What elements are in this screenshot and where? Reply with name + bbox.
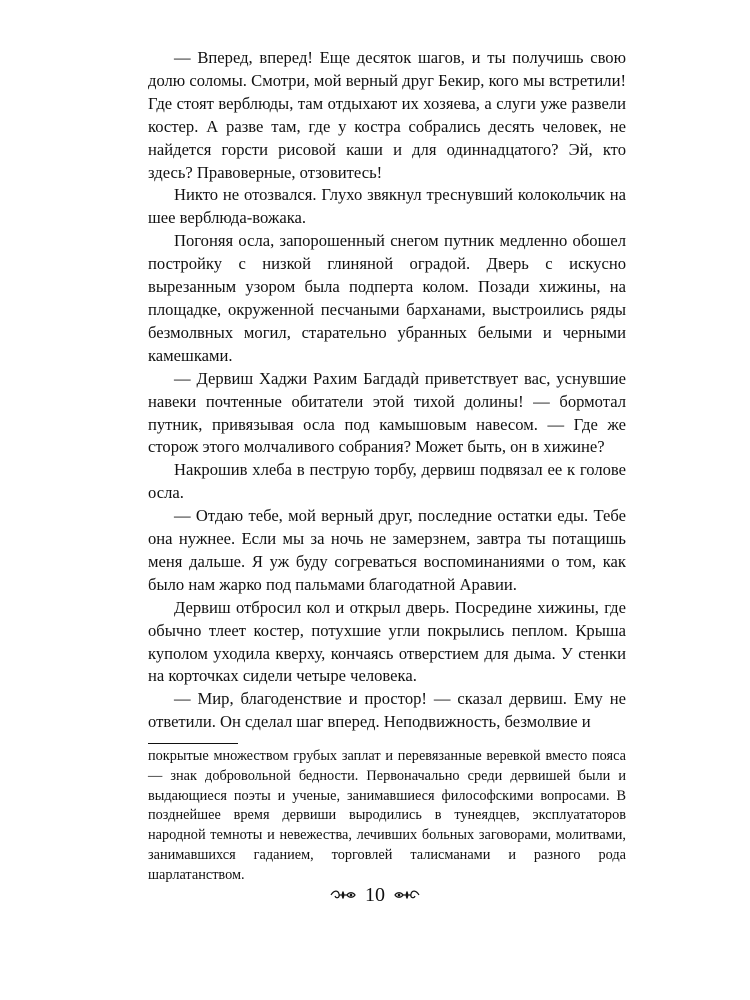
- paragraph: Погоняя осла, запорошенный снегом путник медленно обошел постройку с низкой глиняной оградой. Дверь с искусно вырезанным узором была подперта колом. Позади хижины, на площадке, окруженной песчаными барханами, выстроились ряды безмолвных могил, старательно убранных белыми и черными камешками.: [148, 231, 626, 365]
- body-text: [148, 47, 626, 734]
- paragraph: Накрошив хлеба в пеструю торбу, дервиш подвязал ее к голове осла.: [148, 460, 626, 503]
- page-footer: [0, 880, 750, 910]
- page-number: 10: [365, 884, 385, 906]
- paragraph: Никто не отозвался. Глухо звякнул треснувший колокольчик на шее верблюда-вожака.: [148, 185, 626, 228]
- paragraph: — Отдаю тебе, мой верный друг, последние остатки еды. Тебе она нужнее. Если мы за ночь не замерзнем, завтра ты потащишь меня дальше. Я уж буду согреваться воспоминаниями о том, как было нам жарко под пальмами благодатной Аравии.: [148, 506, 626, 594]
- fleuron-icon-left: [329, 888, 357, 902]
- fleuron-icon-right: [393, 888, 421, 902]
- paragraph: Дервиш отбросил кол и открыл дверь. Посредине хижины, где обычно тлеет костер, потухшие угли покрылись пеплом. Крыша куполом уходила кверху, кончаясь отверстием для дыма. У стенки на корточках сидели четыре человека.: [148, 597, 626, 686]
- paragraph: — Вперед, вперед! Еще десяток шагов, и ты получишь свою долю соломы. Смотри, мой верный друг Бекир, кого мы встретили! Где стоят верблюды, там отдыхают их хозяева, а слуги уже развели костер. А разве там, где у костра собрались десять человек, не найдется горсти рисовой каши и для одиннадцатого? Эй, кто здесь? Правоверные, отзовитесь!: [148, 48, 626, 182]
- paragraph: — Мир, благоденствие и простор! — сказал дервиш. Ему не ответили. Он сделал шаг вперед. Неподвижность, безмолвие и: [148, 689, 626, 732]
- footnote-text: покрытые множеством грубых заплат и перевязанные веревкой вместо пояса — знак добровольной бедности. Первоначально среди дервишей были и выдающиеся поэты и ученые, занимавшиеся философскими вопросами. В позднейшее время дервиши выродились в тунеядцев, эксплуататоров народной темноты и невежества, лечивших больных заговорами, молитвами, занимавшихся гаданием, торговлей талисманами и разного рода шарлатанством.: [148, 748, 626, 883]
- paragraph: — Дервиш Хаджи Рахим Багдадѝ приветствует вас, уснувшие навеки почтенные обитатели этой тихой долины! — бормотал путник, привязывая осла под камышовым навесом. — Где же сторож этого молчаливого собрания? Может быть, он в хижине?: [148, 368, 626, 457]
- footnote-divider: [148, 743, 238, 744]
